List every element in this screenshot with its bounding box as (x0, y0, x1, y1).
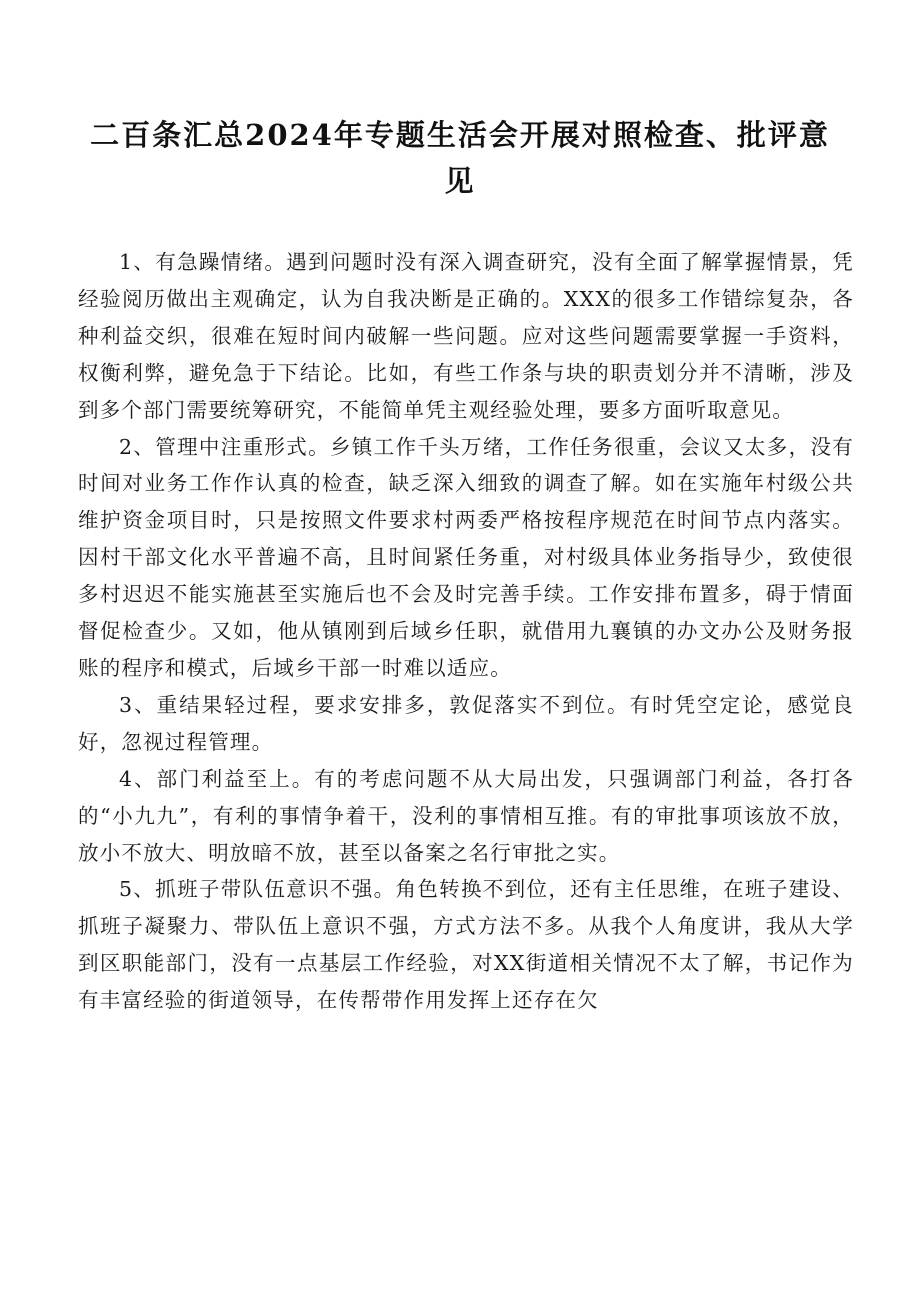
paragraph-3: 3、重结果轻过程，要求安排多，敦促落实不到位。有时凭空定论，感觉良好，忽视过程管理。 (78, 692, 854, 754)
paragraph-2: 2、管理中注重形式。乡镇工作千头万绪，工作任务很重，会议又太多，没有时间对业务工作作认真的检查，缺乏深入细致的调查了解。如在实施年村级公共维护资金项目时，只是按照文件要求村两委严格按程序规范在时间节点内落实。因村干部文化水平普遍不高，且时间紧任务重，对村级具体业务指导少，致使很多村迟迟不能实施甚至实施后也不会及时完善手续。工作安排布置多，碍于情面督促检查少。又如，他从镇刚到后域乡任职，就借用九襄镇的办文办公及财务报账的程序和模式，后域乡干部一时难以适应。 (78, 434, 854, 680)
paragraph-1: 1、有急躁情绪。遇到问题时没有深入调查研究，没有全面了解掌握情景，凭经验阅历做出主观确定，认为自我决断是正确的。XXX的很多工作错综复杂，各种利益交织，很难在短时间内破解一些问题。应对这些问题需要掌握一手资料，权衡利弊，避免急于下结论。比如，有些工作条与块的职责划分并不清晰，涉及到多个部门需要统筹研究，不能简单凭主观经验处理，要多方面听取意见。 (78, 250, 854, 422)
document-body (78, 244, 854, 1019)
paragraph-4: 4、部门利益至上。有的考虑问题不从大局出发，只强调部门利益，各打各的“小九九”，有利的事情争着干，没利的事情相互推。有的审批事项该放不放，放小不放大、明放暗不放，甚至以备案之名行审批之实。 (78, 766, 854, 865)
document-title: 二百条汇总2024年专题生活会开展对照检查、批评意见 (90, 118, 830, 198)
paragraph-5: 5、抓班子带队伍意识不强。角色转换不到位，还有主任思维，在班子建设、抓班子凝聚力、带队伍上意识不强，方式方法不多。从我个人角度讲，我从大学到区职能部门，没有一点基层工作经验，对XX街道相关情况不太了解，书记作为有丰富经验的街道领导，在传帮带作用发挥上还存在欠 (78, 877, 854, 1013)
